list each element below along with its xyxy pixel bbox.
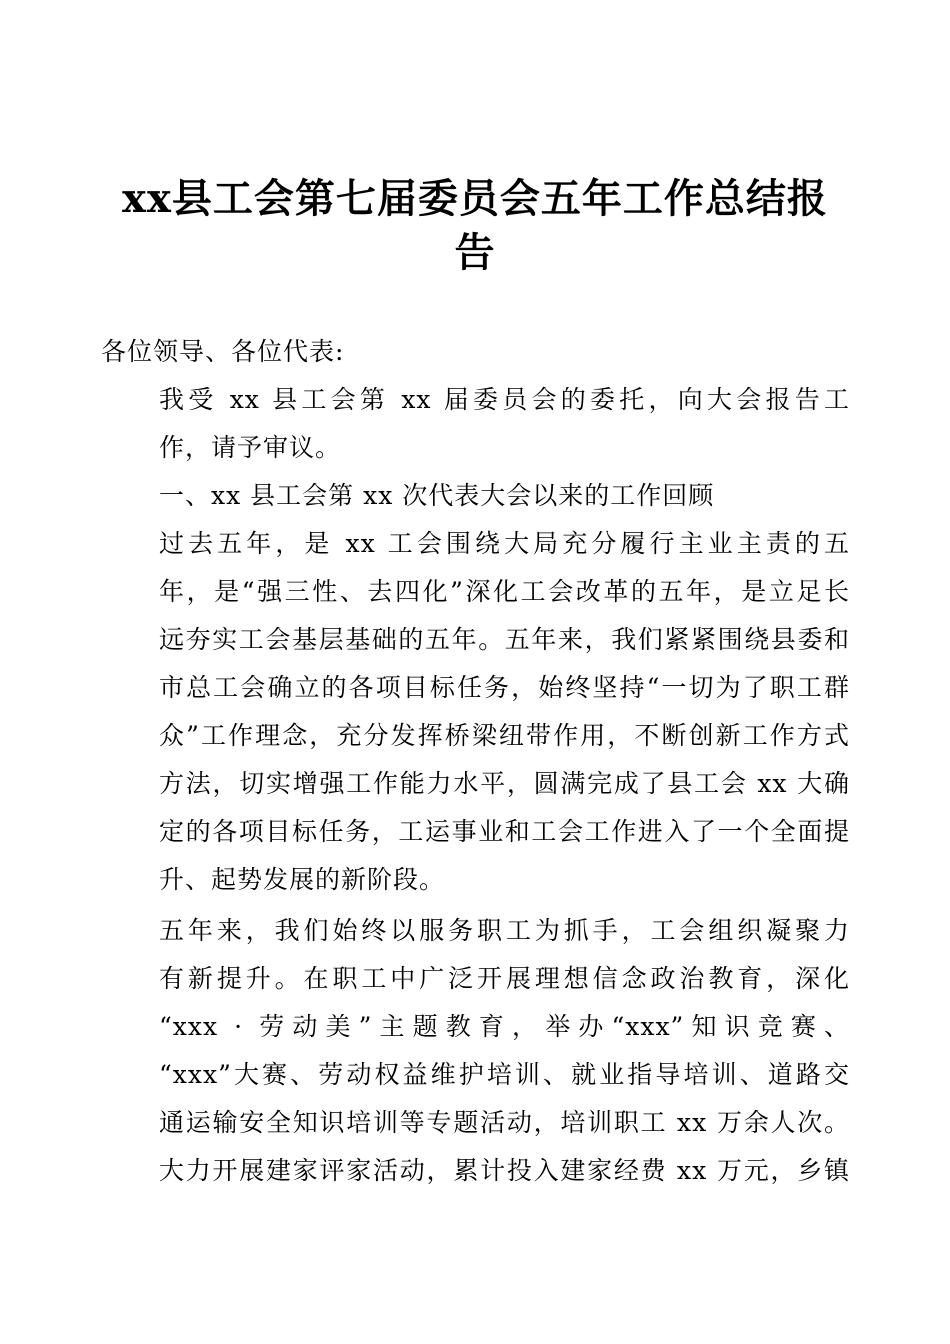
section-heading <box>101 472 850 520</box>
text-line: 通运输安全知识培训等专题活动，培训职工 xx 万余人次。 <box>159 1108 850 1137</box>
text-line: 我受 xx 县工会第 xx 届委员会的委托，向大会报告工 <box>159 385 850 414</box>
title-line-1: xx县工会第七届委员会五年工作总结报 <box>122 175 828 222</box>
text-line: “xxx”大赛、劳动权益维护培训、就业指导培训、道路交 <box>159 1060 850 1089</box>
text-line: 定的各项目标任务，工运事业和工会工作进入了一个全面提 <box>159 817 850 846</box>
text-line: 远夯实工会基层基础的五年。五年来，我们紧紧围绕县委和 <box>159 625 850 654</box>
text-line: 过去五年，是 xx 工会围绕大局充分履行主业主责的五 <box>159 529 850 558</box>
text-line: 五年来，我们始终以服务职工为抓手，工会组织凝聚力 <box>159 916 850 945</box>
text-line: 作，请予审议。 <box>159 433 342 462</box>
text-line: 有新提升。在职工中广泛开展理想信念政治教育，深化 <box>159 964 850 993</box>
salutation-line: 各位领导、各位代表: <box>101 337 345 366</box>
text-line: 市总工会确立的各项目标任务，始终坚持“一切为了职工群 <box>159 673 850 702</box>
salutation <box>101 328 850 376</box>
text-line: 方法，切实增强工作能力水平，圆满完成了县工会 xx 大确 <box>159 769 850 798</box>
text-line: 年，是“强三性、去四化”深化工会改革的五年，是立足长 <box>159 577 850 606</box>
document-title <box>90 172 860 280</box>
title-line-2: 告 <box>454 229 496 276</box>
document-body <box>101 328 850 1195</box>
intro-paragraph <box>101 376 850 472</box>
text-line: 大力开展建家评家活动，累计投入建家经费 xx 万元，乡镇 <box>159 1156 850 1185</box>
section-heading-line: 一、xx 县工会第 xx 次代表大会以来的工作回顾 <box>159 481 715 510</box>
body-paragraph-2 <box>101 907 850 1195</box>
text-line: “xxx · 劳动美”主题教育，举办“xxx”知识竞赛、 <box>159 1012 850 1041</box>
text-line: 众”工作理念，充分发挥桥梁纽带作用，不断创新工作方式 <box>159 721 850 750</box>
body-paragraph-1 <box>101 520 850 904</box>
text-line: 升、起势发展的新阶段。 <box>159 865 446 894</box>
